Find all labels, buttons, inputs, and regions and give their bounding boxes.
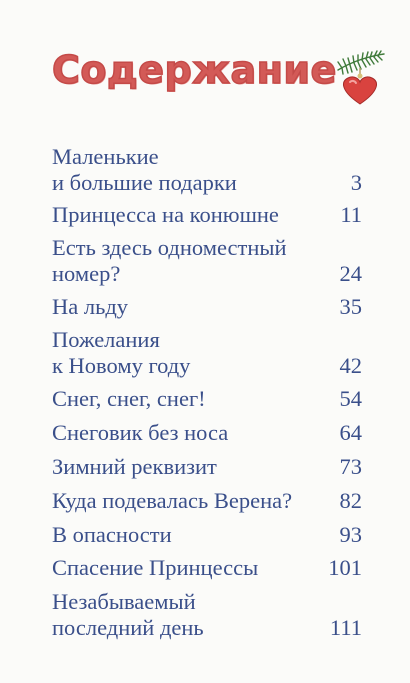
toc-entry-title: Есть здесь одноместный номер?: [52, 235, 287, 286]
toc-entry[interactable]: [52, 202, 362, 228]
toc-entry-title: Куда подевалась Верена?: [52, 488, 293, 513]
toc-entry[interactable]: [52, 235, 362, 287]
toc-entry-page: 73: [339, 454, 362, 479]
toc-entry[interactable]: [52, 488, 362, 514]
toc-entry-page: 11: [340, 202, 362, 227]
toc-entry[interactable]: [52, 589, 362, 641]
toc-entry[interactable]: [52, 454, 362, 480]
toc-entry-page: 64: [339, 420, 362, 445]
page-title: Содержание: [52, 48, 337, 92]
toc-entry-page: 82: [339, 488, 362, 513]
toc-entry-page: 24: [339, 261, 362, 286]
toc-entry-page: 111: [329, 615, 362, 640]
toc-entry-title: В опасности: [52, 522, 172, 547]
toc-entry[interactable]: [52, 386, 362, 412]
christmas-heart-ornament-icon: [332, 48, 388, 108]
toc-entry[interactable]: [52, 555, 362, 581]
toc-entry[interactable]: [52, 327, 362, 379]
toc-entry[interactable]: [52, 522, 362, 548]
toc-entry-page: 3: [350, 170, 362, 195]
toc-entry-title: На льду: [52, 294, 129, 319]
toc-entry-page: 93: [339, 522, 362, 547]
toc-entry-title: Спасение Принцессы: [52, 555, 259, 580]
toc-entry-page: 42: [339, 353, 362, 378]
toc-entry-page: 35: [339, 294, 362, 319]
toc-entry-title: Маленькие и большие подарки: [52, 144, 237, 195]
toc-entry-title: Зимний реквизит: [52, 454, 217, 479]
toc-entry-title: Принцесса на конюшне: [52, 202, 279, 227]
toc-entry-title: Пожелания к Новому году: [52, 327, 191, 378]
toc-entry[interactable]: [52, 420, 362, 446]
toc-entry-page: 54: [339, 386, 362, 411]
toc-entry-page: 101: [328, 555, 362, 580]
toc-entry-title: Снеговик без носа: [52, 420, 229, 445]
toc-entry[interactable]: [52, 144, 362, 196]
toc-entry[interactable]: [52, 294, 362, 320]
toc-entry-title: Снег, снег, снег!: [52, 386, 206, 411]
toc-entry-title: Незабываемый последний день: [52, 589, 204, 640]
